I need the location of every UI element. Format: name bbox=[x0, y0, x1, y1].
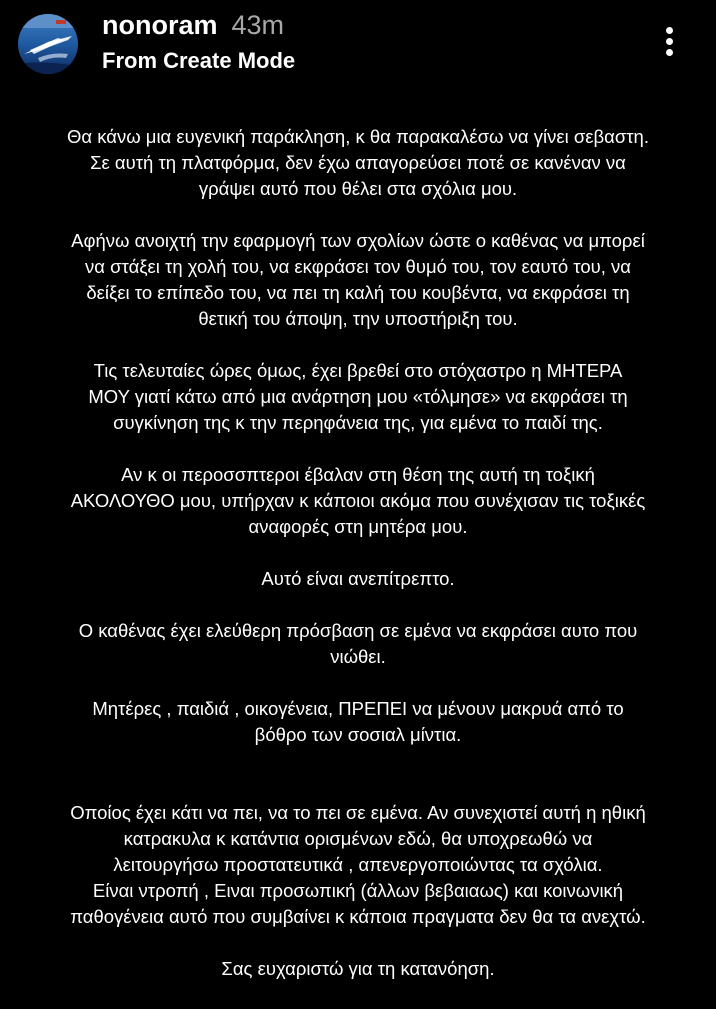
story-line: ΜΟΥ γιατί κάτω από μια ανάρτηση μου «τόλμησε» να εκφράσει τη bbox=[88, 386, 628, 407]
story-paragraph bbox=[20, 800, 696, 930]
story-line: Αφήνω ανοιχτή την εφαρμογή των σχολίων ώστε ο καθένας να μπορεί bbox=[71, 230, 645, 251]
story-line: λειτουργήσω προστατευτικά , απενεργοποιώντας τα σχόλια. bbox=[113, 854, 603, 875]
story-line: παθογένεια αυτό που συμβαίνει κ κάποια πραγματα δεν θα τα ανεχτώ. bbox=[70, 906, 646, 927]
story-line: κατρακυλα κ κατάντια ορισμένων εδώ, θα υποχρεωθώ να bbox=[123, 828, 593, 849]
username-row bbox=[102, 10, 284, 44]
avatar-image bbox=[18, 14, 78, 74]
more-vertical-icon bbox=[666, 27, 673, 34]
story-line: γράψει αυτό που θέλει στα σχόλια μου. bbox=[198, 178, 518, 199]
story-paragraph bbox=[20, 956, 696, 982]
story-paragraph bbox=[20, 618, 696, 670]
story-line: Τις τελευταίες ώρες όμως, έχει βρεθεί στο στόχαστρο η ΜΗΤΕΡΑ bbox=[93, 360, 623, 381]
story-line: Σε αυτή τη πλατφόρμα, δεν έχω απαγορεύσει ποτέ σε κανέναν να bbox=[90, 152, 626, 173]
more-vertical-icon-dot bbox=[666, 38, 673, 45]
story-line: Είναι ντροπή , Ειναι προσωπική (άλλων βεβαιαως) και κοινωνική bbox=[92, 880, 624, 901]
story-line: Σας ευχαριστώ για τη κατανόηση. bbox=[221, 958, 495, 979]
avatar[interactable] bbox=[18, 14, 78, 74]
story-line: Αυτό είναι ανεπίτρεπτο. bbox=[261, 568, 455, 589]
story-paragraph bbox=[20, 124, 696, 202]
story-line: αναφορές στη μητέρα μου. bbox=[248, 516, 468, 537]
story-line: να στάξει τη χολή του, να εκφράσει τον θυμό του, τον εαυτό του, να bbox=[85, 256, 631, 277]
story-line: Αν κ οι περοσσπτεροι έβαλαν στη θέση της αυτή τη τοξική bbox=[121, 464, 595, 485]
story-paragraph bbox=[20, 566, 696, 592]
story-line: βόθρο των σοσιαλ μίντια. bbox=[254, 724, 462, 745]
story-paragraph bbox=[20, 358, 696, 436]
story-paragraph bbox=[20, 462, 696, 540]
story-line: Οποίος έχει κάτι να πει, να το πει σε εμένα. Αν συνεχιστεί αυτή η ηθική bbox=[70, 802, 646, 823]
story-line: δείξει το επίπεδο του, να πει τη καλή του κουβέντα, να εκφράσει τη bbox=[86, 282, 630, 303]
story-line: Ο καθένας έχει ελεύθερη πρόσβαση σε εμένα να εκφράσει αυτο που bbox=[78, 620, 638, 641]
story-line: ΑΚΟΛΟΥΘΟ μου, υπήρχαν κ κάποιοι ακόμα που συνέχισαν τις τοξικές bbox=[70, 490, 646, 511]
story-text bbox=[20, 124, 696, 982]
story-header bbox=[0, 0, 716, 100]
story-paragraph bbox=[20, 228, 696, 332]
post-time: 43m bbox=[231, 10, 285, 40]
more-vertical-icon-dot bbox=[666, 49, 673, 56]
story-paragraph bbox=[20, 696, 696, 748]
story-line: νιώθει. bbox=[330, 646, 386, 667]
more-options-button[interactable] bbox=[656, 22, 684, 62]
story-line: Θα κάνω μια ευγενική παράκληση, κ θα παρακαλέσω να γίνει σεβαστη. bbox=[67, 126, 649, 147]
story-line: συγκίνηση της κ την περηφάνεια της, για εμένα το παιδί της. bbox=[113, 412, 603, 433]
story-line: Μητέρες , παιδιά , οικογένεια, ΠΡΕΠΕΙ να μένουν μακρυά από το bbox=[92, 698, 624, 719]
story-line: θετική του άποψη, την υποστήριξη του. bbox=[198, 308, 518, 329]
story-source-label[interactable]: From Create Mode bbox=[102, 48, 296, 73]
username[interactable]: nonoram bbox=[102, 10, 218, 40]
